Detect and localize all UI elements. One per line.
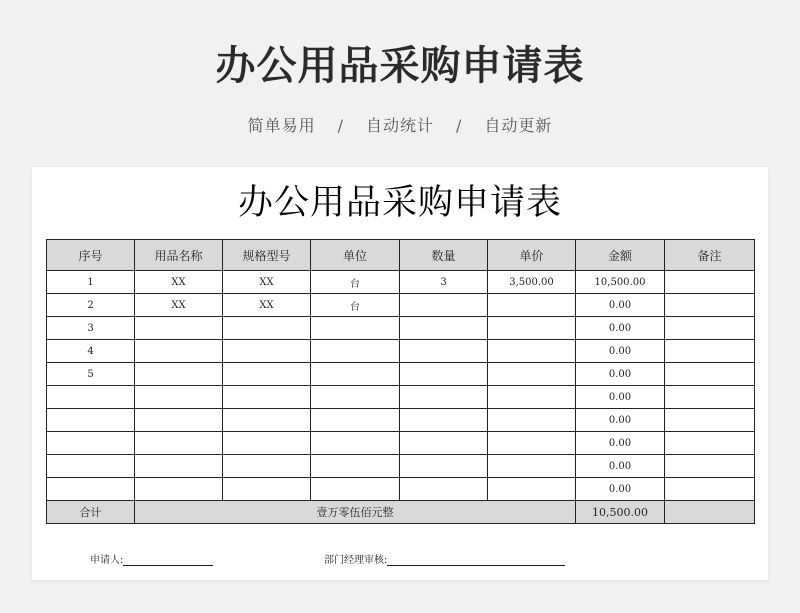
cell-quantity[interactable] bbox=[400, 340, 488, 363]
cell-unit[interactable] bbox=[311, 478, 400, 501]
cell-remarks[interactable] bbox=[665, 271, 755, 294]
cell-quantity[interactable] bbox=[400, 294, 488, 317]
cell-item-name[interactable] bbox=[135, 363, 223, 386]
cell-quantity[interactable] bbox=[400, 478, 488, 501]
cell-amount[interactable]: 0.00 bbox=[576, 409, 665, 432]
cell-index[interactable]: 5 bbox=[47, 363, 135, 386]
cell-unit[interactable] bbox=[311, 386, 400, 409]
cell-remarks[interactable] bbox=[665, 317, 755, 340]
manager-signature bbox=[324, 551, 565, 566]
cell-unit[interactable] bbox=[311, 455, 400, 478]
cell-unit[interactable] bbox=[311, 409, 400, 432]
table-row bbox=[47, 340, 755, 363]
cell-amount[interactable]: 0.00 bbox=[576, 317, 665, 340]
table-row bbox=[47, 478, 755, 501]
table-row bbox=[47, 386, 755, 409]
cell-index[interactable]: 3 bbox=[47, 317, 135, 340]
cell-unit[interactable]: 台 bbox=[311, 294, 400, 317]
cell-spec[interactable] bbox=[223, 317, 311, 340]
cell-index[interactable] bbox=[47, 478, 135, 501]
applicant-label: 申请人: bbox=[90, 555, 124, 566]
cell-unit-price[interactable] bbox=[488, 317, 576, 340]
cell-remarks[interactable] bbox=[665, 432, 755, 455]
col-header-item-name: 用品名称 bbox=[135, 240, 223, 271]
total-row bbox=[47, 501, 755, 524]
cell-spec[interactable] bbox=[223, 409, 311, 432]
subtitle-separator: / bbox=[456, 116, 463, 135]
cell-index[interactable]: 4 bbox=[47, 340, 135, 363]
manager-signature-line[interactable] bbox=[387, 553, 565, 566]
cell-remarks[interactable] bbox=[665, 340, 755, 363]
cell-item-name[interactable]: XX bbox=[135, 294, 223, 317]
cell-unit[interactable] bbox=[311, 432, 400, 455]
cell-unit-price[interactable] bbox=[488, 409, 576, 432]
applicant-signature-line[interactable] bbox=[123, 553, 213, 566]
document-title: 办公用品采购申请表 bbox=[237, 183, 562, 223]
table-row bbox=[47, 409, 755, 432]
cell-amount[interactable]: 0.00 bbox=[576, 478, 665, 501]
feature-auto-update: 自动更新 bbox=[484, 116, 553, 135]
feature-easy-use: 简单易用 bbox=[247, 116, 316, 135]
cell-remarks[interactable] bbox=[665, 409, 755, 432]
cell-index[interactable] bbox=[47, 409, 135, 432]
cell-spec[interactable] bbox=[223, 386, 311, 409]
cell-item-name[interactable] bbox=[135, 317, 223, 340]
cell-amount[interactable]: 0.00 bbox=[576, 294, 665, 317]
col-header-remarks: 备注 bbox=[665, 240, 755, 271]
cell-amount[interactable]: 0.00 bbox=[576, 363, 665, 386]
cell-unit-price[interactable]: 3,500.00 bbox=[488, 271, 576, 294]
cell-unit-price[interactable] bbox=[488, 432, 576, 455]
purchase-table bbox=[46, 239, 755, 524]
cell-unit[interactable]: 台 bbox=[311, 271, 400, 294]
applicant-signature bbox=[90, 551, 213, 566]
cell-remarks[interactable] bbox=[665, 455, 755, 478]
table-row bbox=[47, 294, 755, 317]
cell-quantity[interactable] bbox=[400, 386, 488, 409]
total-remarks-cell bbox=[665, 501, 755, 524]
cell-spec[interactable] bbox=[223, 363, 311, 386]
cell-amount[interactable]: 0.00 bbox=[576, 455, 665, 478]
table-row bbox=[47, 432, 755, 455]
cell-item-name[interactable] bbox=[135, 455, 223, 478]
cell-spec[interactable]: XX bbox=[223, 271, 311, 294]
banner-subtitle bbox=[0, 113, 800, 136]
cell-amount[interactable]: 0.00 bbox=[576, 386, 665, 409]
cell-spec[interactable] bbox=[223, 432, 311, 455]
cell-spec[interactable] bbox=[223, 478, 311, 501]
table-header-row bbox=[47, 240, 755, 271]
col-header-index: 序号 bbox=[47, 240, 135, 271]
banner-title: 办公用品采购申请表 bbox=[215, 43, 585, 89]
cell-quantity[interactable] bbox=[400, 432, 488, 455]
total-label: 合计 bbox=[47, 501, 135, 524]
table-row bbox=[47, 271, 755, 294]
cell-unit-price[interactable] bbox=[488, 478, 576, 501]
cell-unit-price[interactable] bbox=[488, 294, 576, 317]
cell-remarks[interactable] bbox=[665, 386, 755, 409]
cell-index[interactable] bbox=[47, 386, 135, 409]
cell-item-name[interactable] bbox=[135, 386, 223, 409]
col-header-amount: 金额 bbox=[576, 240, 665, 271]
cell-unit-price[interactable] bbox=[488, 363, 576, 386]
cell-index[interactable]: 1 bbox=[47, 271, 135, 294]
col-header-quantity: 数量 bbox=[400, 240, 488, 271]
cell-quantity[interactable] bbox=[400, 409, 488, 432]
cell-item-name[interactable] bbox=[135, 432, 223, 455]
cell-unit-price[interactable] bbox=[488, 340, 576, 363]
cell-unit-price[interactable] bbox=[488, 455, 576, 478]
table-body bbox=[47, 271, 755, 501]
cell-item-name[interactable]: XX bbox=[135, 271, 223, 294]
total-amount-in-words: 壹万零伍佰元整 bbox=[135, 501, 576, 524]
cell-unit[interactable] bbox=[311, 317, 400, 340]
col-header-unit: 单位 bbox=[311, 240, 400, 271]
cell-quantity[interactable] bbox=[400, 455, 488, 478]
cell-amount[interactable]: 0.00 bbox=[576, 340, 665, 363]
cell-index[interactable]: 2 bbox=[47, 294, 135, 317]
cell-index[interactable] bbox=[47, 455, 135, 478]
cell-remarks[interactable] bbox=[665, 478, 755, 501]
cell-item-name[interactable] bbox=[135, 478, 223, 501]
cell-unit-price[interactable] bbox=[488, 386, 576, 409]
cell-quantity[interactable] bbox=[400, 317, 488, 340]
cell-remarks[interactable] bbox=[665, 294, 755, 317]
feature-auto-stats: 自动统计 bbox=[365, 116, 434, 135]
col-header-spec: 规格型号 bbox=[223, 240, 311, 271]
cell-item-name[interactable] bbox=[135, 409, 223, 432]
table-row bbox=[47, 363, 755, 386]
cell-remarks[interactable] bbox=[665, 363, 755, 386]
subtitle-separator: / bbox=[337, 116, 344, 135]
cell-spec[interactable]: XX bbox=[223, 294, 311, 317]
form-sheet bbox=[32, 167, 768, 580]
table-row bbox=[47, 317, 755, 340]
cell-quantity[interactable]: 3 bbox=[400, 271, 488, 294]
cell-amount[interactable]: 10,500.00 bbox=[576, 271, 665, 294]
manager-label: 部门经理审核: bbox=[324, 555, 388, 566]
total-amount: 10,500.00 bbox=[576, 501, 665, 524]
col-header-unit-price: 单价 bbox=[488, 240, 576, 271]
cell-unit[interactable] bbox=[311, 340, 400, 363]
cell-item-name[interactable] bbox=[135, 340, 223, 363]
cell-amount[interactable]: 0.00 bbox=[576, 432, 665, 455]
cell-spec[interactable] bbox=[223, 340, 311, 363]
cell-unit[interactable] bbox=[311, 363, 400, 386]
cell-spec[interactable] bbox=[223, 455, 311, 478]
cell-index[interactable] bbox=[47, 432, 135, 455]
table-row bbox=[47, 455, 755, 478]
cell-quantity[interactable] bbox=[400, 363, 488, 386]
